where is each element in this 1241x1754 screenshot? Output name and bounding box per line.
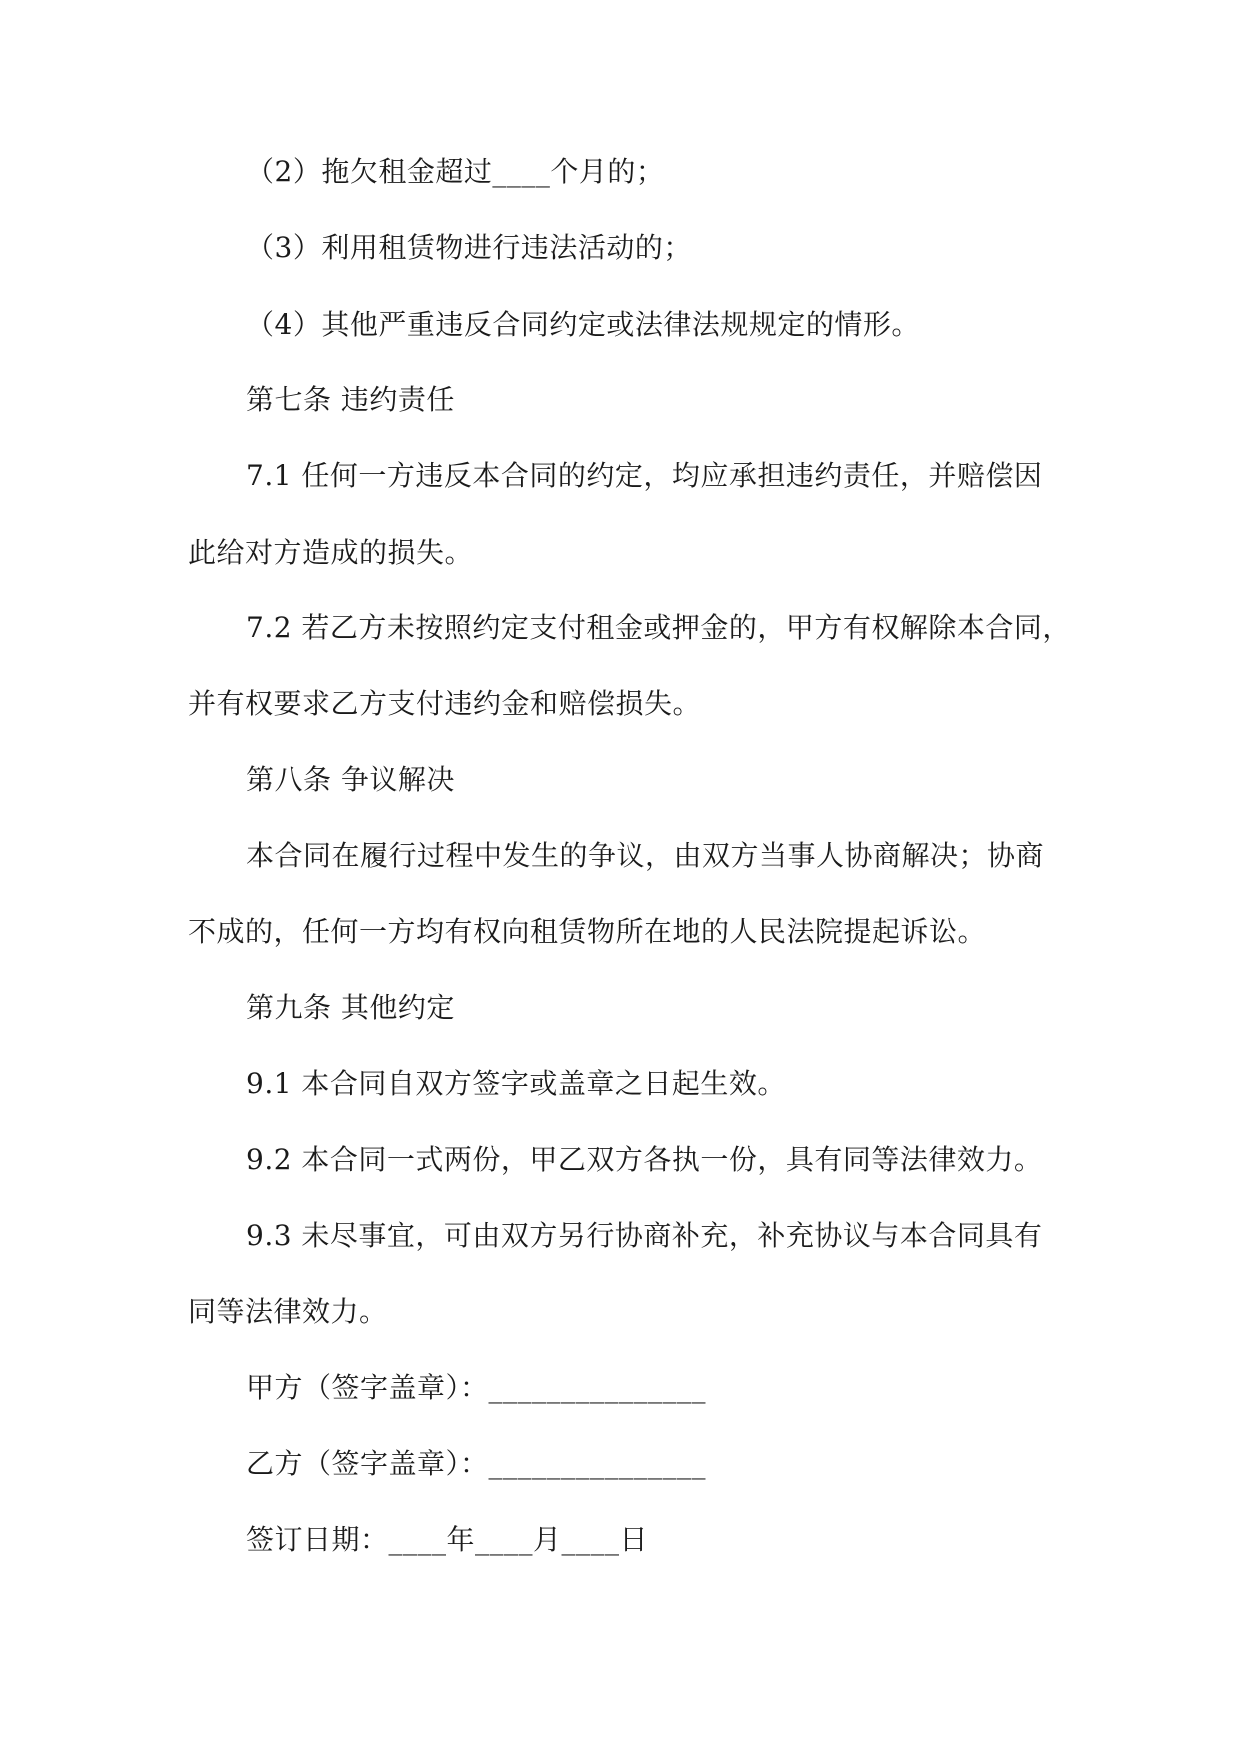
article-8-line-1: 本合同在履行过程中发生的争议，由双方当事人协商解决；协商 [246, 839, 1045, 872]
clause-9-3-line-1: 9.3 未尽事宜，可由双方另行协商补充，补充协议与本合同具有 [246, 1219, 1043, 1252]
clause-7-1-line-2: 此给对方造成的损失。 [188, 536, 474, 569]
clause-7-2-line-2: 并有权要求乙方支付违约金和赔偿损失。 [188, 687, 702, 720]
article-7-heading: 第七条 违约责任 [246, 383, 455, 416]
signing-date-line: 签订日期：____年____月____日 [246, 1523, 649, 1556]
clause-9-3-line-2: 同等法律效力。 [188, 1295, 388, 1328]
article-8-line-2: 不成的，任何一方均有权向租赁物所在地的人民法院提起诉讼。 [188, 915, 987, 948]
clause-9-2: 9.2 本合同一式两份，甲乙双方各执一份，具有同等法律效力。 [246, 1143, 1043, 1176]
party-b-signature-line: 乙方（签字盖章）：_______________ [246, 1447, 707, 1480]
clause-7-1-line-1: 7.1 任何一方违反本合同的约定，均应承担违约责任，并赔偿因 [246, 459, 1043, 492]
party-a-signature-line: 甲方（签字盖章）：_______________ [246, 1371, 707, 1404]
article-8-heading: 第八条 争议解决 [246, 763, 455, 796]
clause-item-2: （2）拖欠租金超过____个月的； [246, 155, 665, 188]
clause-item-3: （3）利用租赁物进行违法活动的； [246, 231, 692, 264]
clause-9-1: 9.1 本合同自双方签字或盖章之日起生效。 [246, 1067, 786, 1100]
clause-item-4: （4）其他严重违反合同约定或法律法规规定的情形。 [246, 308, 920, 341]
clause-7-2-line-1: 7.2 若乙方未按照约定支付租金或押金的，甲方有权解除本合同， [246, 611, 1071, 644]
article-9-heading: 第九条 其他约定 [246, 991, 455, 1024]
